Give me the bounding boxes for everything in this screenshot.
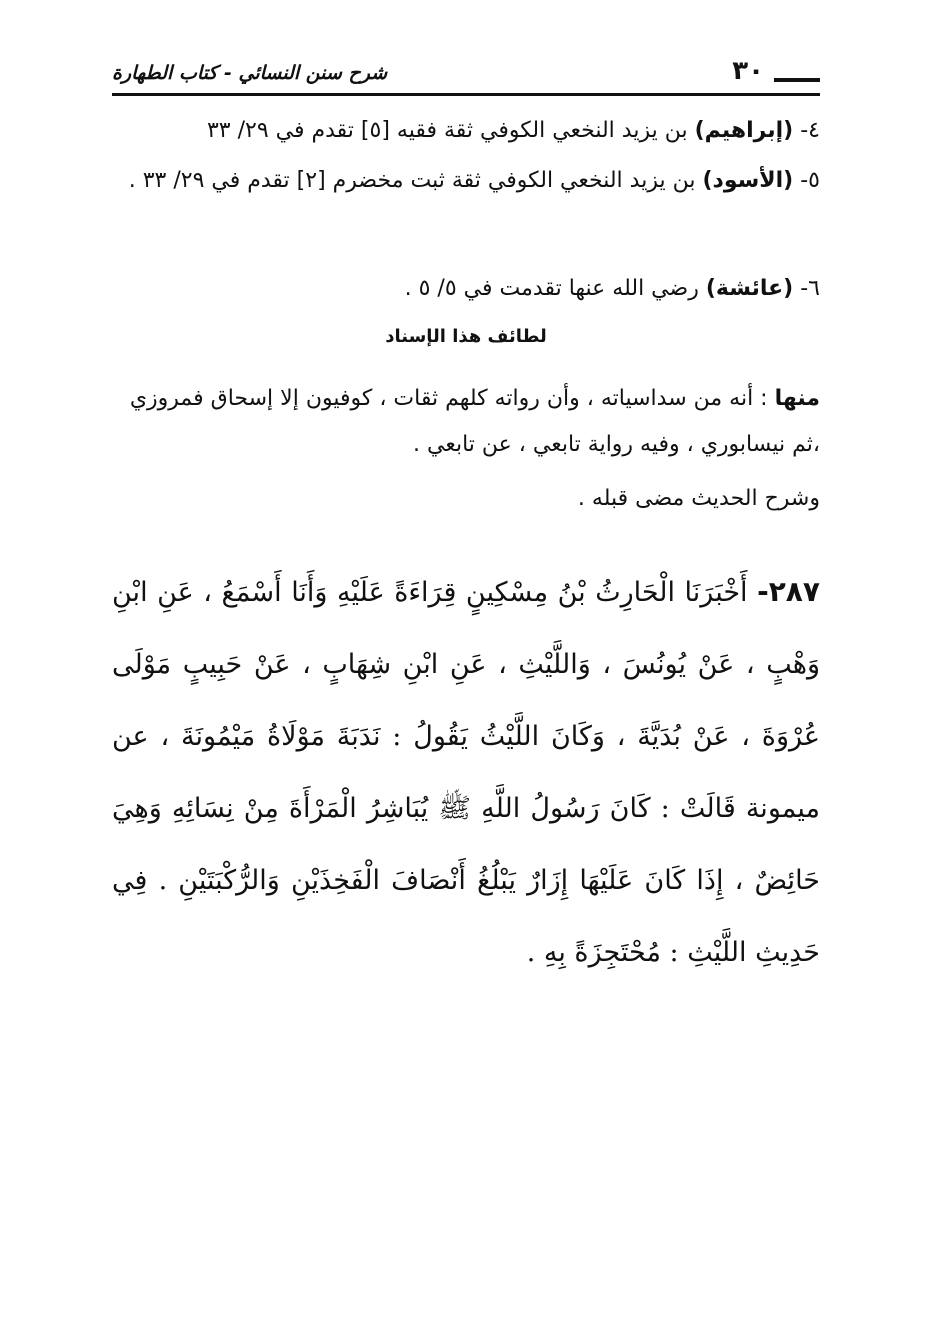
hadith-287 bbox=[112, 556, 820, 989]
narrator-number: ٥- bbox=[800, 168, 820, 193]
narrator-number: ٦- bbox=[800, 276, 820, 301]
narrator-entry-4 bbox=[112, 108, 820, 154]
narrator-name: (عائشة) bbox=[705, 276, 794, 301]
running-title: شرح سنن النسائي - كتاب الطهارة bbox=[112, 62, 388, 84]
narrator-number: ٤- bbox=[800, 118, 820, 143]
lataif-label: منها bbox=[774, 386, 820, 411]
lataif-paragraph bbox=[112, 376, 820, 468]
lataif-text: : أنه من سداسياته ، وأن رواته كلهم ثقات ، كوفيون إلا إسحاق فمروزي ،ثم نيسابوري ، وفيه رواية تابعي ، عن تابعي . bbox=[129, 386, 820, 457]
page-header bbox=[112, 56, 820, 100]
narrator-entry-5 bbox=[112, 158, 820, 204]
sharh-note: وشرح الحديث مضى قبله . bbox=[577, 486, 820, 511]
narrator-text: بن يزيد النخعي الكوفي ثقة فقيه [٥] تقدم في ٢٩/ ٣٣ bbox=[206, 118, 688, 143]
page-number: ٣٠ bbox=[732, 56, 764, 86]
hadith-number: ٢٨٧- bbox=[757, 575, 820, 608]
hadith-text: أَخْبَرَنَا الْحَارِثُ بْنُ مِسْكِينٍ قِرَاءَةً عَلَيْهِ وَأَنَا أَسْمَعُ ، عَنِ ابْنِ وَهْبٍ ، عَنْ يُونُسَ ، وَاللَّيْثِ ، عَنِ ابْنِ شِهَابٍ ، عَنْ حَبِيبٍ مَوْلَى عُرْوَةَ ، عَنْ بُدَيَّةَ ، وَكَانَ اللَّيْثُ يَقُولُ : نَدَبَةَ مَوْلَاةُ مَيْمُونَةَ ، عن ميمونة قَالَتْ : كَانَ رَسُولُ اللَّهِ ﷺ يُبَاشِرُ الْمَرْأَةَ مِنْ نِسَائِهِ وَهِيَ حَائِضٌ ، إِذَا كَانَ عَلَيْهَا إِزَارٌ يَبْلُغُ أَنْصَافَ الْفَخِذَيْنِ وَالرُّكْبَتَيْنِ . فِي حَدِيثِ اللَّيْثِ : مُحْتَجِزَةً بِهِ . bbox=[112, 577, 820, 968]
narrator-name: (إبراهيم) bbox=[694, 118, 794, 143]
narrator-name: (الأسود) bbox=[702, 168, 794, 193]
narrator-text: بن يزيد النخعي الكوفي ثقة ثبت مخضرم [٢] تقدم في ٢٩/ ٣٣ . bbox=[128, 168, 696, 193]
header-rule bbox=[112, 93, 820, 96]
section-title: لطائف هذا الإسناد bbox=[385, 326, 547, 347]
header-dash bbox=[774, 78, 820, 82]
narrator-entry-6 bbox=[112, 266, 820, 312]
narrator-text: رضي الله عنها تقدمت في ٥/ ٥ . bbox=[404, 276, 699, 301]
